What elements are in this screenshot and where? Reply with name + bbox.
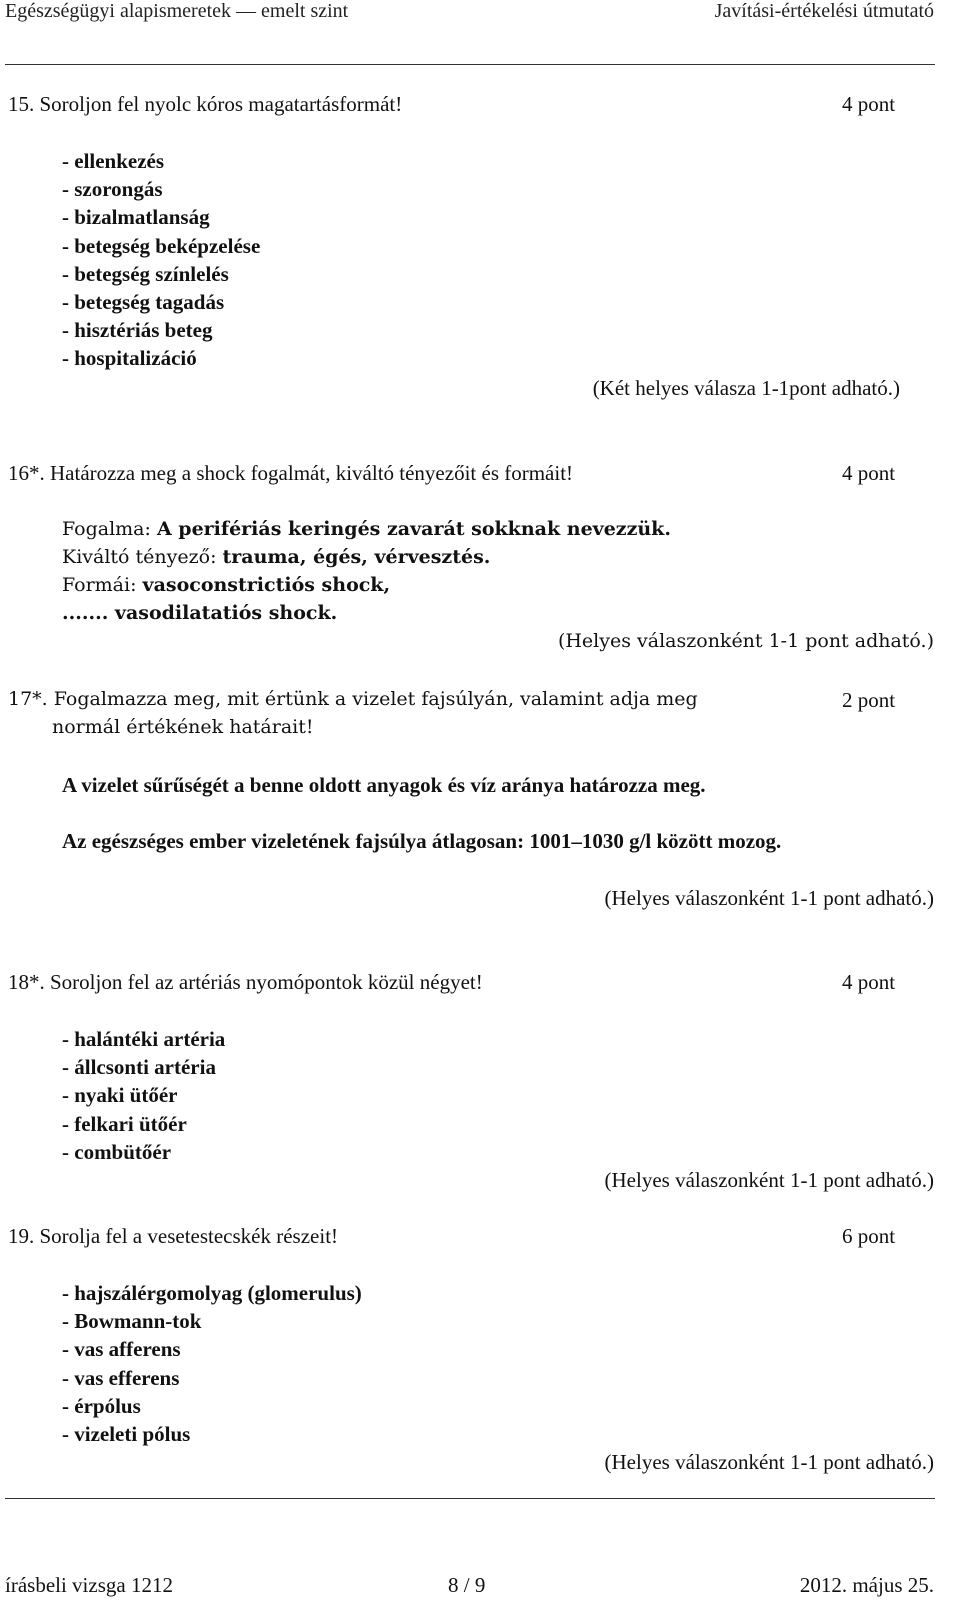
q16-scoring: (Helyes válaszonként 1-1 pont adható.) bbox=[557, 630, 934, 652]
q16-points: 4 pont bbox=[842, 461, 896, 485]
q16-causes-answer: trauma, égés, vérvesztés. bbox=[222, 546, 491, 568]
q16-forms-answer: vasoconstrictiós shock, bbox=[142, 574, 391, 596]
q19-points: 6 pont bbox=[842, 1224, 896, 1248]
q19-answer-item: - vas afferens bbox=[62, 1337, 181, 1362]
q15-number: 15. bbox=[8, 92, 35, 116]
q18-answer-item: - állcsonti artéria bbox=[62, 1055, 216, 1080]
footer-exam-code: írásbeli vizsga 1212 bbox=[5, 1573, 173, 1597]
q17-question bbox=[8, 688, 698, 710]
q17-text-line1: Fogalmazza meg, mit értünk a vizelet fajsúlyán, valamint adja meg bbox=[53, 688, 698, 710]
q15-answer-item: - betegség tagadás bbox=[62, 290, 225, 314]
q15-scoring: (Két helyes válasza 1-1pont adható.) bbox=[592, 376, 900, 400]
q19-answer-item: - érpólus bbox=[62, 1393, 141, 1418]
q18-answer-item: - combütőér bbox=[62, 1139, 172, 1164]
q18-answer-item: - halántéki artéria bbox=[62, 1027, 226, 1051]
q16-number: 16*. bbox=[8, 461, 45, 485]
q19-answer-item: - vas efferens bbox=[62, 1365, 180, 1390]
q17-text-line2: normál értékének határait! bbox=[52, 716, 314, 738]
q15-answer-item: - betegség színlelés bbox=[62, 261, 229, 286]
q16-forms-second: ....... vasodilatatiós shock. bbox=[62, 602, 338, 624]
q18-answer-item: - nyaki ütőér bbox=[62, 1083, 178, 1108]
q18-points: 4 pont bbox=[842, 970, 896, 994]
q16-causes bbox=[62, 546, 490, 568]
q19-text: Sorolja fel a vesetestecskék részeit! bbox=[39, 1224, 339, 1248]
q19-answer-item: - hajszálérgomolyag (glomerulus) bbox=[62, 1281, 362, 1305]
q17-points: 2 pont bbox=[842, 688, 896, 712]
q15-question bbox=[8, 92, 402, 117]
q19-answer-item: - Bowmann-tok bbox=[62, 1309, 202, 1334]
footer-divider bbox=[5, 1498, 935, 1499]
q18-answer-item: - felkari ütőér bbox=[62, 1111, 187, 1136]
q16-definition-label: Fogalma: bbox=[62, 518, 157, 540]
q15-answer-item: - szorongás bbox=[62, 177, 163, 202]
q16-text: Határozza meg a shock fogalmát, kiváltó tényezőit és formáit! bbox=[50, 461, 574, 485]
header-divider bbox=[5, 64, 935, 65]
q18-text: Soroljon fel az artériás nyomópontok közül négyet! bbox=[50, 970, 483, 994]
q15-answer-item: - betegség beképzelése bbox=[62, 233, 261, 258]
q15-answer-item: - bizalmatlanság bbox=[62, 205, 210, 230]
q15-text: Soroljon fel nyolc kóros magatartásformát! bbox=[39, 92, 403, 116]
q17-answer-2: Az egészséges ember vizeletének fajsúlya átlagosan: 1001–1030 g/l között mozog. bbox=[62, 829, 782, 853]
q17-answer-1: A vizelet sűrűségét a benne oldott anyagok és víz aránya határozza meg. bbox=[62, 773, 706, 797]
footer-date: 2012. május 25. bbox=[799, 1573, 934, 1597]
header-guide-title: Javítási-értékelési útmutató bbox=[714, 0, 934, 22]
q16-definition bbox=[62, 518, 671, 540]
q17-number: 17*. bbox=[8, 688, 48, 710]
q19-answer-item: - vizeleti pólus bbox=[62, 1422, 191, 1446]
q16-causes-label: Kiváltó tényező: bbox=[62, 546, 223, 568]
q16-definition-answer: A perifériás keringés zavarát sokknak nevezzük. bbox=[156, 518, 671, 540]
q16-forms bbox=[62, 574, 390, 596]
q15-points: 4 pont bbox=[842, 92, 896, 116]
footer-page-number: 8 / 9 bbox=[448, 1573, 486, 1597]
q19-scoring: (Helyes válaszonként 1-1 pont adható.) bbox=[604, 1450, 934, 1474]
q15-answer-item: - hisztériás beteg bbox=[62, 318, 213, 343]
header-exam-title: Egészségügyi alapismeretek — emelt szint bbox=[5, 0, 349, 22]
q16-question bbox=[8, 461, 573, 486]
q19-question bbox=[8, 1224, 338, 1249]
q18-question bbox=[8, 970, 483, 995]
q16-forms-label: Formái: bbox=[62, 574, 143, 596]
q19-number: 19. bbox=[8, 1224, 35, 1248]
q15-answer-item: - ellenkezés bbox=[62, 149, 165, 173]
q15-answer-item: - hospitalizáció bbox=[62, 346, 197, 371]
q17-scoring: (Helyes válaszonként 1-1 pont adható.) bbox=[604, 886, 934, 910]
q18-scoring: (Helyes válaszonként 1-1 pont adható.) bbox=[604, 1168, 934, 1192]
q18-number: 18*. bbox=[8, 970, 45, 994]
